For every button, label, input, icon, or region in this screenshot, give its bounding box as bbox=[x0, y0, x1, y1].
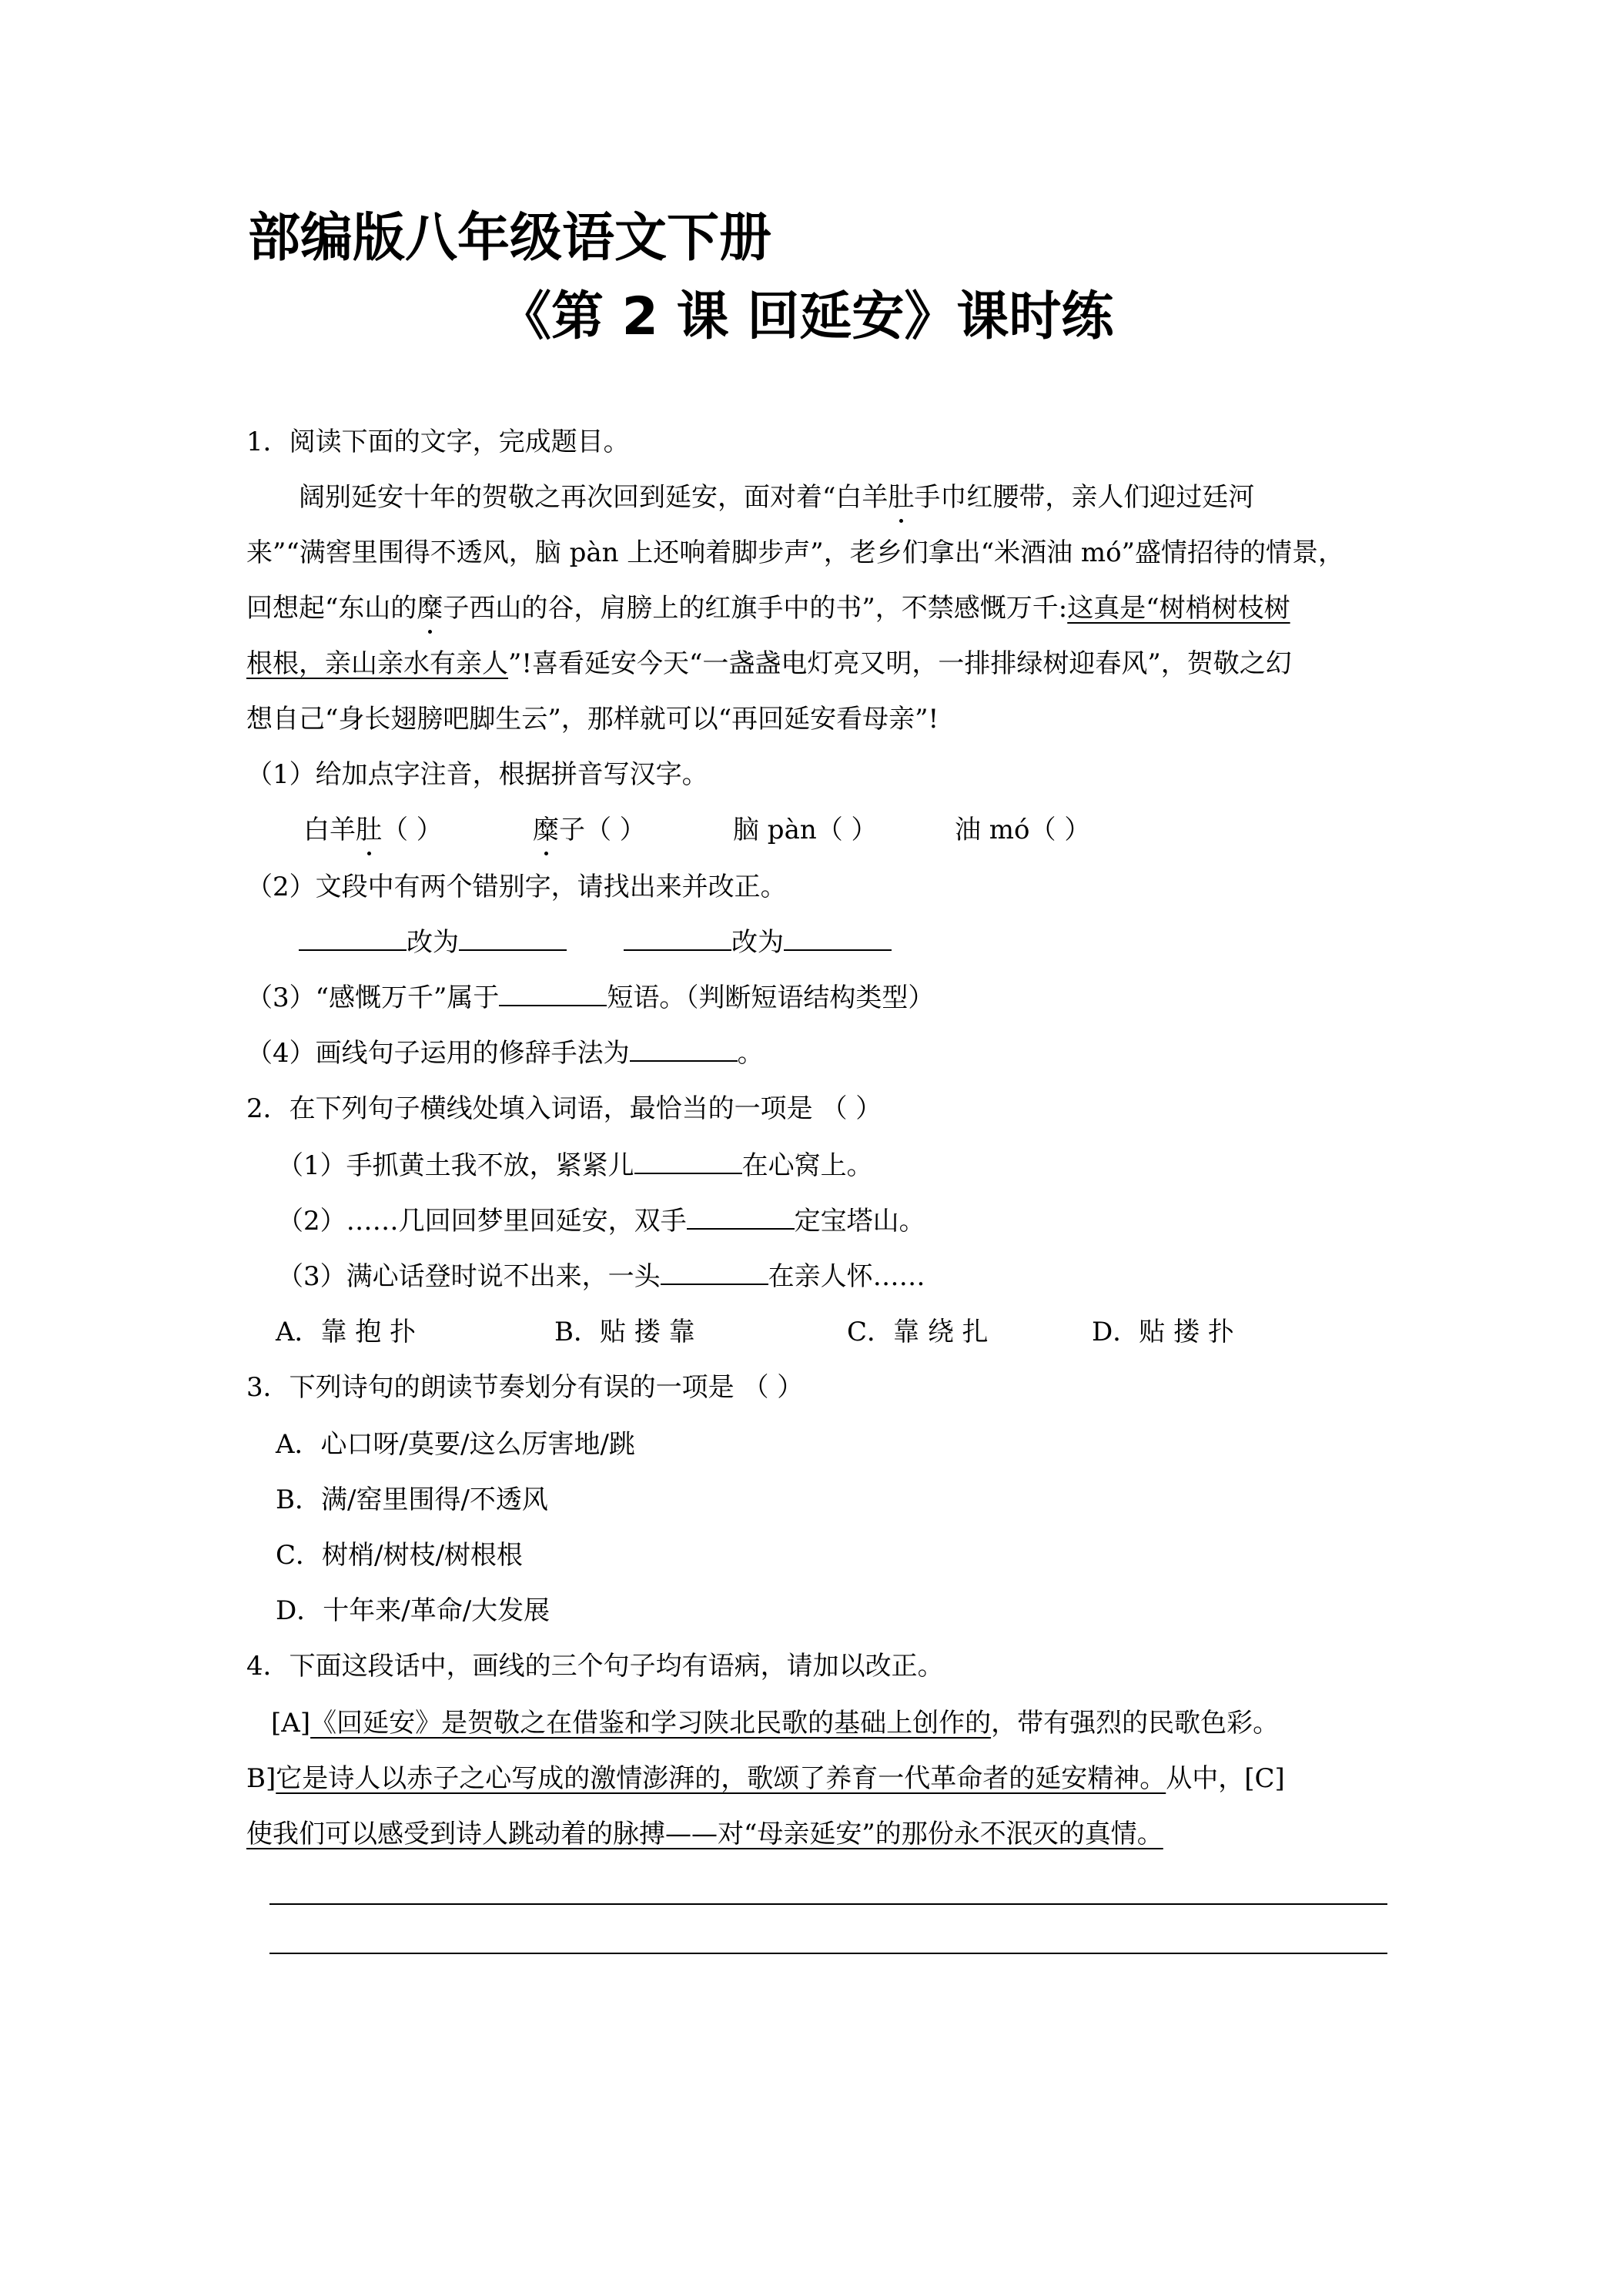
answer-blank[interactable] bbox=[499, 982, 607, 1006]
pinyin-item-1: 白羊肚（ ） bbox=[303, 812, 533, 848]
q1-passage-line1: 阔别延安十年的贺敬之再次回到延安，面对着“白羊肚手巾红腰带，亲人们迎过廷河 bbox=[299, 479, 1254, 516]
answer-blank[interactable] bbox=[624, 926, 731, 951]
pinyin-item-4: 油 mó（ ） bbox=[955, 815, 1091, 845]
q2-stem: 2．在下列句子横线处填入词语，最恰当的一项是 （ ） bbox=[246, 1093, 882, 1124]
underlined-sentence-b: 它是诗人以赤子之心写成的激情澎湃的，歌颂了养育一代革命者的延安精神。 bbox=[276, 1763, 1166, 1794]
q4-paragraph-line3 bbox=[246, 1816, 1163, 1853]
dotted-char: 糜 bbox=[417, 590, 443, 627]
q4-paragraph-line2: B]它是诗人以赤子之心写成的激情澎湃的，歌颂了养育一代革命者的延安精神。从中，[C] bbox=[246, 1763, 1285, 1794]
q1-sub1-label: （1）给加点字注音，根据拼音写汉字。 bbox=[246, 759, 708, 790]
q1-passage-line5: 想自己“身长翅膀吧脚生云”，那样就可以“再回延安看母亲”! bbox=[246, 704, 939, 735]
q2-sentence-3: （3）满心话登时说不出来，一头 在亲人怀…… bbox=[277, 1261, 925, 1292]
answer-blank[interactable] bbox=[299, 926, 407, 951]
pinyin-item-2: 糜子（ ） bbox=[533, 812, 733, 848]
q2-sentence-2: （2）……几回回梦里回延安，双手 定宝塔山。 bbox=[277, 1206, 925, 1237]
q1-sub1-items bbox=[303, 812, 1090, 848]
underlined-sentence: 这真是“树梢树枝树 bbox=[1067, 593, 1290, 624]
q3-option-c[interactable]: C．树梢/树枝/树根根 bbox=[276, 1540, 523, 1571]
q4-stem: 4．下面这段话中，画线的三个句子均有语病，请加以改正。 bbox=[246, 1651, 944, 1682]
answer-blank[interactable] bbox=[784, 926, 892, 951]
underlined-sentence-a: 《回延安》是贺敬之在借鉴和学习陕北民歌的基础上创作的 bbox=[310, 1708, 992, 1739]
q2-sentence-1: （1）手抓黄土我不放，紧紧儿 在心窝上。 bbox=[277, 1150, 873, 1181]
answer-blank[interactable] bbox=[687, 1205, 795, 1230]
page-title-line1: 部编版八年级语文下册 bbox=[248, 208, 772, 269]
q1-passage-line3: 回想起“东山的糜子西山的谷，肩膀上的红旗手中的书”，不禁感慨万千:这真是“树梢树枝树 bbox=[246, 590, 1290, 627]
q1-sub2-blanks: 改为 改为 bbox=[299, 924, 892, 961]
answer-blank[interactable] bbox=[630, 1037, 738, 1062]
answer-blank[interactable] bbox=[661, 1260, 768, 1285]
option-d[interactable]: D．贴 搂 扑 bbox=[1092, 1317, 1234, 1347]
q1-stem: 1．阅读下面的文字，完成题目。 bbox=[246, 427, 630, 457]
dotted-char: 肚 bbox=[888, 479, 914, 516]
pinyin-item-3: 脑 pàn（ ） bbox=[733, 815, 878, 845]
q3-option-a[interactable]: A．心口呀/莫要/这么厉害地/跳 bbox=[276, 1429, 635, 1460]
option-c[interactable]: C．靠 绕 扎 bbox=[847, 1317, 989, 1347]
q3-option-b[interactable]: B．满/窑里围得/不透风 bbox=[276, 1484, 548, 1515]
answer-line-2[interactable] bbox=[269, 1953, 1387, 1954]
q2-options bbox=[276, 1314, 1234, 1350]
page-title-line2: 《第 2 课 回延安》课时练 bbox=[499, 286, 1114, 347]
q4-paragraph-line1: [A]《回延安》是贺敬之在借鉴和学习陕北民歌的基础上创作的，带有强烈的民歌色彩。 bbox=[271, 1708, 1280, 1739]
answer-blank[interactable] bbox=[459, 926, 567, 951]
answer-blank[interactable] bbox=[634, 1150, 742, 1174]
q1-passage-line2: 来”“满窖里围得不透风，脑 pàn 上还响着脚步声”，老乡们拿出“米酒油 mó”盛情招待的情景， bbox=[246, 537, 1344, 568]
option-b[interactable]: B．贴 搂 靠 bbox=[554, 1317, 695, 1347]
q3-stem: 3．下列诗句的朗读节奏划分有误的一项是 （ ） bbox=[246, 1372, 804, 1403]
q1-sub2-label: （2）文段中有两个错别字，请找出来并改正。 bbox=[246, 872, 787, 902]
underlined-sentence: 根根，亲山亲水有亲人 bbox=[246, 648, 508, 679]
q1-sub4: （4）画线句子运用的修辞手法为 。 bbox=[246, 1038, 764, 1069]
underlined-sentence-c: 使我们可以感受到诗人跳动着的脉搏——对“母亲延安”的那份永不泯灭的真情。 bbox=[246, 1819, 1163, 1849]
answer-line-1[interactable] bbox=[269, 1903, 1387, 1905]
q1-passage-line4: 根根，亲山亲水有亲人”!喜看延安今天“一盏盏电灯亮又明，一排排绿树迎春风”，贺敬之幻 bbox=[246, 648, 1292, 679]
q1-sub3: （3）“感慨万千”属于 短语。（判断短语结构类型） bbox=[246, 982, 935, 1013]
option-a[interactable]: A．靠 抱 扑 bbox=[276, 1317, 417, 1347]
q3-option-d[interactable]: D．十年来/革命/大发展 bbox=[276, 1595, 550, 1626]
